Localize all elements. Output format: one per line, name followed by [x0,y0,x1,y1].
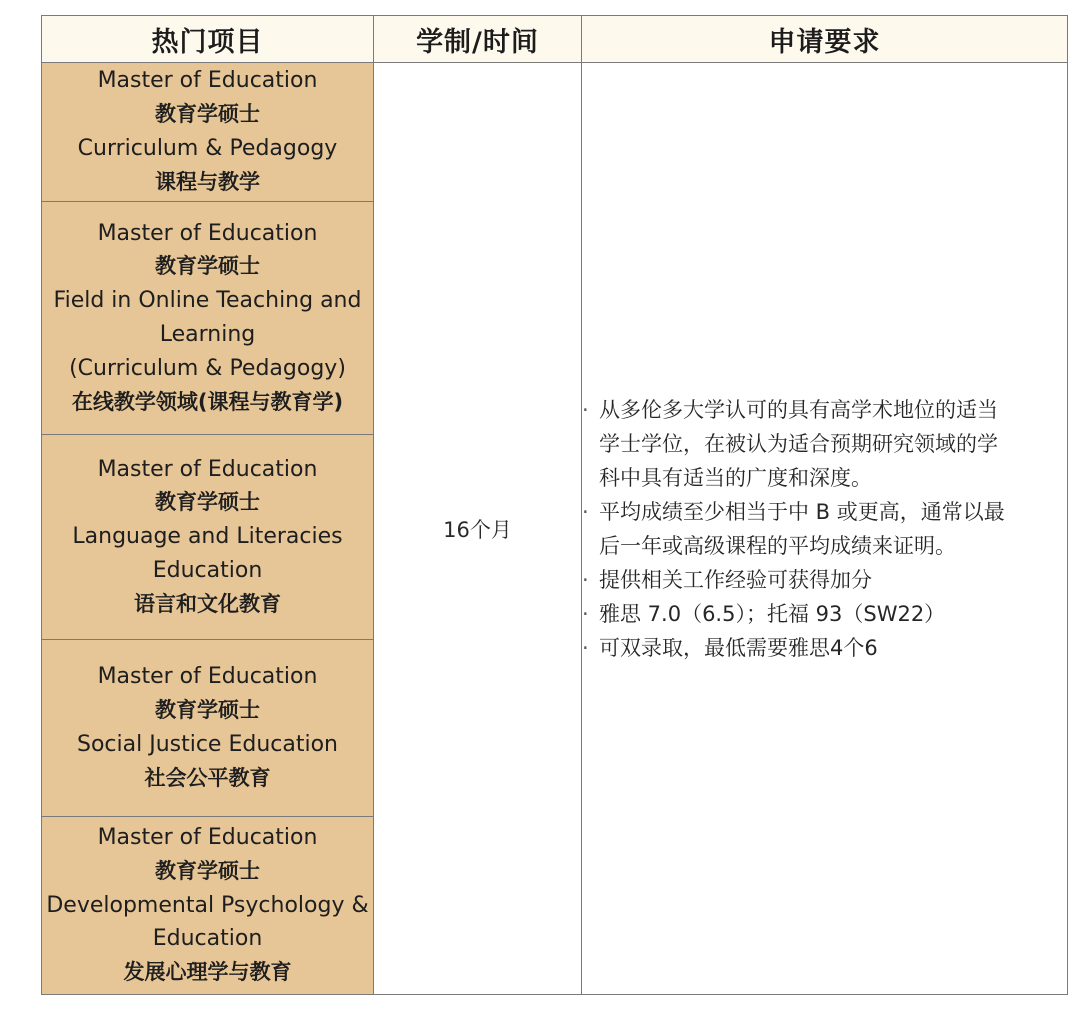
header-duration: 学制/时间 [374,16,582,63]
table-row [42,63,1068,202]
program-name-en: Curriculum & Pedagogy [77,136,338,161]
list-item [582,597,1067,631]
requirement-text: 学士学位，在被认为适合预期研究领域的学 [599,431,998,456]
header-requirements: 申请要求 [582,16,1068,63]
requirement-text: 提供相关工作经验可获得加分 [599,567,872,592]
program-cell [42,202,374,435]
program-table-container [41,15,1067,995]
requirement-text: 从多伦多大学认可的具有高学术地位的适当 [599,397,998,422]
program-name-zh: 教育学硕士 [155,254,260,279]
requirement-text: 后一年或高级课程的平均成绩来证明。 [599,533,956,558]
requirements-cell [582,63,1068,995]
program-name-en: Master of Education [97,825,318,850]
requirement-text: 可双录取，最低需要雅思4个6 [599,635,878,660]
header-program: 热门项目 [42,16,374,63]
program-table [41,15,1068,995]
program-cell [42,435,374,640]
program-name-en: Education [152,926,263,952]
program-name-en: Education [152,557,263,583]
list-item [582,495,1067,563]
program-name-zh: 语言和文化教育 [134,591,281,616]
program-cell [42,640,374,817]
duration-cell [374,63,582,995]
bullet-icon: · [582,567,589,592]
program-name-en: Social Justice Education [76,732,338,757]
program-name-zh: 在线教学领域(课程与教育学) [71,389,344,414]
program-name-en: Learning [159,322,256,347]
program-name-en: Developmental Psychology & [46,892,369,918]
list-item [582,393,1067,495]
list-item [582,563,1067,597]
requirement-text: 平均成绩至少相当于中 B 或更高，通常以最 [599,499,1005,524]
program-name-en: Language and Literacies [72,524,343,550]
bullet-icon: · [582,397,589,422]
program-cell [42,817,374,995]
program-name-zh: 教育学硕士 [155,858,260,883]
requirements-list [582,393,1067,665]
program-name-zh: 课程与教学 [155,169,260,194]
table-header-row [42,16,1068,63]
requirement-text: 科中具有适当的广度和深度。 [599,465,872,490]
program-cell [42,63,374,202]
requirement-text: 雅思 7.0（6.5）；托福 93（SW22） [599,601,946,626]
program-name-zh: 社会公平教育 [144,765,271,790]
table-body [42,63,1068,995]
bullet-icon: · [582,635,589,660]
program-name-en: Field in Online Teaching and [53,288,362,314]
program-name-zh: 发展心理学与教育 [123,960,292,985]
list-item [582,631,1067,665]
program-name-zh: 教育学硕士 [155,102,260,127]
program-name-en: Master of Education [97,456,318,482]
bullet-icon: · [582,601,589,626]
program-name-en: (Curriculum & Pedagogy) [69,355,346,381]
program-name-en: Master of Education [97,68,318,94]
duration-value: 16个月 [443,517,512,542]
program-name-en: Master of Education [97,664,318,690]
program-name-zh: 教育学硕士 [155,490,260,515]
program-name-zh: 教育学硕士 [155,698,260,723]
program-name-en: Master of Education [97,220,318,246]
bullet-icon: · [582,499,589,524]
